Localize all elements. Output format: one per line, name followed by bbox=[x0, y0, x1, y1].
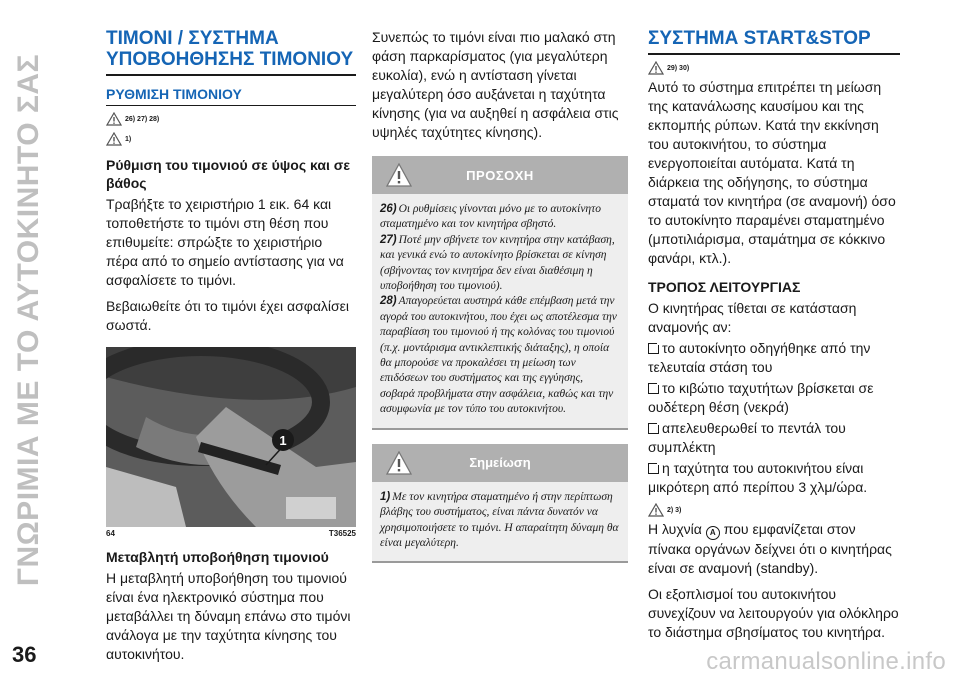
checkbox-bullet-icon bbox=[648, 423, 659, 434]
figure-caption bbox=[106, 529, 356, 538]
chapter-title-text: ΓΝΩΡΙΜΙΑ ΜΕ ΤΟ ΑΥΤΟΚΙΝΗΤΟ ΣΑΣ bbox=[12, 53, 45, 587]
warning-item bbox=[380, 233, 620, 295]
heading-variable-assist: Μεταβλητή υποβοήθηση τιμονιού bbox=[106, 549, 329, 565]
condition-text: η ταχύτητα του αυτοκινήτου είναι μικρότερη από περίπου 3 χλμ/ώρα. bbox=[648, 460, 868, 495]
note-refs bbox=[648, 503, 900, 517]
paragraph-equipment-continue: Οι εξοπλισμοί του αυτοκινήτου συνεχίζουν να λειτουργούν για ολόκληρο το διάστημα σβησίματος του κινητήρα. bbox=[648, 586, 899, 640]
start-stop-lamp-icon: A bbox=[706, 526, 720, 540]
chapter-side-title bbox=[8, 0, 50, 640]
paragraph-locked-check: Βεβαιωθείτε ότι το τιμόνι έχει ασφαλίσει σωστά. bbox=[106, 298, 350, 333]
paragraph-system-intro: Αυτό το σύστημα επιτρέπει τη μείωση της κατανάλωσης καυσίμου και της εκπομπής ρύπων. Κατά την εκκίνηση του αυτοκινήτου, το σύστημα ενεργοποιείται αυτόματα. Κατά τη διάρκεια της οδήγησης, το σύστημα σταματά τον κινητήρα (σε αναμονή) όσο το αυτοκίνητο παραμένει σταματημένο (μποτιλιάρισμα, σταμάτημα σε κόκκινο φανάρι, κτλ.). bbox=[648, 79, 896, 266]
section-title-start-stop: ΣΥΣΤΗΜΑ START&STOP bbox=[648, 28, 900, 55]
warning-box-header bbox=[372, 156, 628, 194]
note-refs bbox=[106, 132, 356, 146]
note-box bbox=[372, 444, 628, 564]
paragraph-adjust-instructions: Τραβήξτε το χειριστήριο 1 εικ. 64 και τοποθετήστε το τιμόνι στη θέση που επιθυμείτε: σπρώξτε το χειριστήριο πέρα από το σημείο αντίστασης για να ασφαλίσετε το τιμόνι. bbox=[106, 196, 344, 288]
warning-item-text: Οι ρυθμίσεις γίνονται μόνο με το αυτοκίνητο σταματημένο και τον κινητήρα σβηστό. bbox=[380, 203, 602, 231]
warning-item-number: 26) bbox=[380, 203, 397, 215]
column-1 bbox=[106, 28, 356, 664]
column-2 bbox=[372, 28, 628, 563]
checkbox-bullet-icon bbox=[648, 463, 659, 474]
condition-item bbox=[648, 419, 900, 457]
paragraph-steering-softness: Συνεπώς το τιμόνι είναι πιο μαλακό στη φάση παρκαρίσματος (για μεγαλύτερη ευκολία), ενώ η αντίσταση γίνεται μεγαλύτερη όσο αυξάνεται η ταχύτητα κίνησης (για να αυξηθεί η ασφάλεια στις υψηλές ταχύτητες κίνησης). bbox=[372, 29, 619, 140]
conditions-list bbox=[648, 339, 900, 497]
condition-text: το αυτοκίνητο οδηγήθηκε από την τελευταία στάση του bbox=[648, 340, 871, 375]
note-item bbox=[380, 490, 620, 552]
warning-title: ΠΡΟΣΟΧΗ bbox=[466, 167, 534, 183]
warning-triangle-icon bbox=[106, 112, 122, 126]
condition-item bbox=[648, 459, 900, 497]
note-title: Σημείωση bbox=[469, 455, 531, 471]
warning-item bbox=[380, 294, 620, 417]
column-3 bbox=[648, 28, 900, 642]
condition-item bbox=[648, 339, 900, 377]
warning-item-text: Απαγορεύεται αυστηρά κάθε επέμβαση μετά την αγορά του αυτοκινήτου, που έχει ως αποτέλεσμα την παραβίαση του τιμονιού ή της κολόνας του τιμονιού (π.χ. μοντάρισμα αντικλεπτικής διάταξης), η οποία θα μπορούσε να προκαλέσει τη μείωση των επιδόσεων του συστήματος και της εγγύησης, σοβαρά προβλήματα στην ασφάλεια, καθώς και την ασυμφωνία με τον τύπο του αυτοκινήτου. bbox=[380, 295, 617, 416]
checkbox-bullet-icon bbox=[648, 343, 659, 354]
section-title-steering: ΤΙΜΟΝΙ / ΣΥΣΤΗΜΑ ΥΠΟΒΟΗΘΗΣΗΣ ΤΙΜΟΝΙΟΥ bbox=[106, 28, 356, 76]
warning-refs bbox=[106, 112, 356, 126]
warning-triangle-icon bbox=[386, 163, 412, 187]
warning-item-number: 28) bbox=[380, 295, 397, 308]
note-triangle-icon bbox=[648, 503, 664, 517]
condition-text: το κιβώτιο ταχυτήτων βρίσκεται σε ουδέτερη θέση (νεκρά) bbox=[648, 380, 874, 415]
watermark: carmanualsonline.info bbox=[706, 648, 946, 675]
note-ref-text: 2) 3) bbox=[667, 506, 682, 514]
warning-triangle-icon bbox=[648, 61, 664, 75]
warning-ref-text: 26) 27) 28) bbox=[125, 115, 160, 123]
warning-box bbox=[372, 156, 628, 430]
note-list bbox=[372, 482, 628, 562]
subsection-steering-adjust: ΡΥΘΜΙΣΗ ΤΙΜΟΝΙΟΥ bbox=[106, 86, 356, 106]
warning-refs bbox=[648, 61, 900, 75]
warning-item-number: 27) bbox=[380, 233, 397, 246]
heading-operation-mode: ΤΡΟΠΟΣ ΛΕΙΤΟΥΡΓΙΑΣ bbox=[648, 279, 801, 295]
note-ref-text: 1) bbox=[125, 135, 132, 143]
paragraph-standby-conditions: Ο κινητήρας τίθεται σε κατάσταση αναμονής αν: bbox=[648, 300, 857, 335]
figure-number: 64 bbox=[106, 529, 115, 538]
warning-ref-text: 29) 30) bbox=[667, 64, 690, 72]
steering-illustration bbox=[106, 347, 356, 527]
checkbox-bullet-icon bbox=[648, 383, 659, 394]
steering-column-figure bbox=[106, 347, 356, 527]
warning-item bbox=[380, 202, 620, 233]
paragraph-variable-assist: Η μεταβλητή υποβοήθηση του τιμονιού είναι ένα ηλεκτρονικό σύστημα που μεταβάλλει τη δύναμη επάνω στο τιμόνι ανάλογα με την ταχύτητα κίνησης του αυτοκινήτου. bbox=[106, 570, 351, 662]
warning-list bbox=[372, 194, 628, 428]
lamp-text-before: Η λυχνία bbox=[648, 521, 702, 537]
heading-height-depth: Ρύθμιση του τιμονιού σε ύψος και σε βάθος bbox=[106, 157, 350, 191]
figure-code: T36525 bbox=[328, 529, 356, 538]
note-item-number: 1) bbox=[380, 490, 391, 503]
condition-item bbox=[648, 379, 900, 417]
warning-item-text: Ποτέ μην σβήνετε τον κινητήρα στην κατάβαση, και γενικά ενώ το αυτοκίνητο βρίσκεται σε κίνηση (σβήνοντας τον κινητήρα δεν είναι διαθέσιμη η υποβοήθηση του τιμονιού). bbox=[380, 233, 615, 293]
lamp-text-after: που εμφανίζεται στον πίνακα οργάνων δείχνει ότι ο κινητήρας είναι σε αναμονή (standby). bbox=[648, 521, 892, 576]
note-item-text: Με τον κινητήρα σταματημένο ή στην περίπτωση βλάβης του συστήματος, είναι πάντα δυνατόν να χρησιμοποιήσετε το τιμόνι. Η απαραίτητη δύναμη θα είναι μεγαλύτερη. bbox=[380, 490, 619, 549]
note-box-header bbox=[372, 444, 628, 482]
condition-text: απελευθερωθεί το πεντάλ του συμπλέκτη bbox=[648, 420, 846, 455]
note-triangle-icon bbox=[106, 132, 122, 146]
note-triangle-icon bbox=[386, 451, 412, 475]
page-number: 36 bbox=[12, 642, 37, 667]
paragraph-standby-lamp bbox=[648, 520, 900, 578]
figure-callout-1: 1 bbox=[272, 429, 294, 451]
